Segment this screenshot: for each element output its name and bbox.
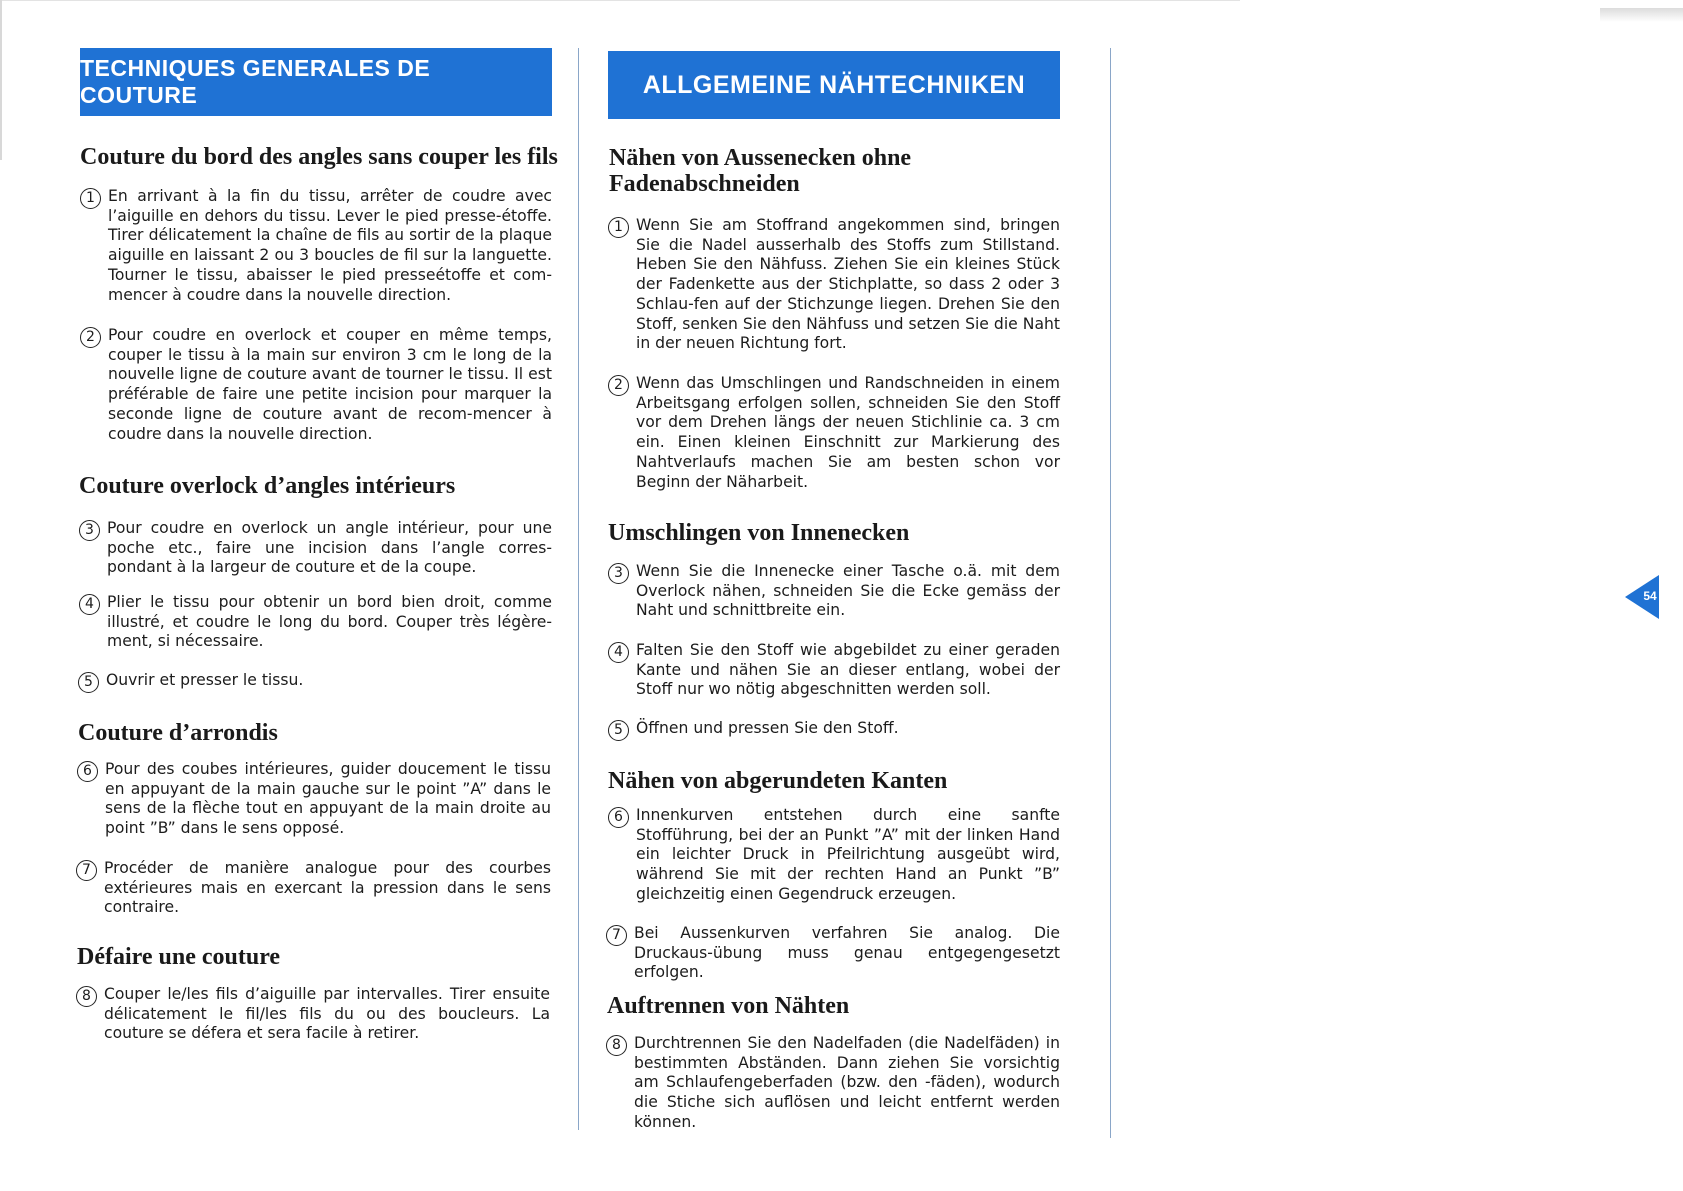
- german-item-4: [608, 641, 1060, 701]
- german-section-undo: Auftrennen von Nähten: [607, 993, 850, 1019]
- french-item-3: [79, 519, 552, 579]
- french-item-2-text: Pour coudre en overlock et couper en même temps, couper le tissu à la main sur environ 3 cm le long de la nouvelle ligne de couture avant de tourner le tissu. Il est préférable de faire une petite incision pour marquer la seconde ligne de couture avant de recom-mencer à coudre dans la nouvelle direction.: [108, 326, 552, 443]
- german-header-banner: [608, 51, 1060, 119]
- step-number-badge: 7: [606, 925, 627, 946]
- german-column: [580, 0, 1120, 1191]
- page-corner-shadow: [1600, 8, 1683, 22]
- step-number-badge: 3: [79, 520, 100, 541]
- step-number-badge: 2: [80, 327, 101, 348]
- french-item-1-text: En arrivant à la fin du tissu, arrêter de coudre avec l’aiguille en dehors du tissu. Lever le pied presse-étoffe. Tirer délicatement la chaîne de fils au sortir de la plaque aiguille en laissant 2 ou 3 boucles de fil sur la languette. Tourner le tissu, abaisser le pied presseétoffe et com-mencer à coudre dans la nouvelle direction.: [108, 187, 552, 304]
- french-header-banner: [80, 48, 552, 116]
- german-item-6: [608, 806, 1060, 906]
- french-section-undo: Défaire une couture: [77, 944, 281, 970]
- german-section-corners-line1: Nähen von Aussenecken ohne: [609, 145, 912, 171]
- german-item-5-text: Öffnen und pressen Sie den Stoff.: [636, 719, 899, 737]
- german-item-2: [608, 374, 1060, 494]
- french-item-6-text: Pour des coubes intérieures, guider doucement le tissu en appuyant de la main gauche sur le point ”A” dans le sens de la flèche tout en appuyant de la main droite au point ”B” dans le sens opposé.: [105, 760, 551, 838]
- german-item-2-text: Wenn das Umschlingen und Randschneiden in einem Arbeitsgang erfolgen sollen, schneiden Sie den Stoff vor dem Drehen längs der neuen Stichlinie ca. 3 cm ein. Einen kleinen Einschnitt zur Markierung des Nahtverlaufs machen Sie am besten schon vor Beginn der Näharbeit.: [636, 374, 1060, 491]
- german-item-3-text: Wenn Sie die Innenecke einer Tasche o.ä. mit dem Overlock nähen, schneiden Sie die Ecke gemäss der Naht und schnittbreite ein.: [636, 562, 1060, 620]
- step-number-badge: 1: [608, 217, 629, 238]
- step-number-badge: 1: [80, 188, 101, 209]
- french-item-8-text: Couper le/les fils d’aiguille par intervalles. Tirer ensuite délicatement le fil/les fils du ou des boucleurs. La couture se défera et sera facile à retirer.: [104, 985, 550, 1043]
- german-item-4-text: Falten Sie den Stoff wie abgebildet zu einer geraden Kante und nähen Sie an dieser entlang, wobei der Stoff nur wo nötig abgeschnitten werden soll.: [636, 641, 1060, 699]
- step-number-badge: 5: [78, 672, 99, 693]
- step-number-badge: 8: [76, 986, 97, 1007]
- step-number-badge: 3: [608, 563, 629, 584]
- page-number: 54: [1643, 589, 1657, 603]
- step-number-badge: 6: [608, 807, 629, 828]
- french-column: [0, 0, 580, 1191]
- french-item-4-text: Plier le tissu pour obtenir un bord bien droit, comme illustré, et coudre le long du bord. Couper très légère-ment, si nécessaire.: [107, 593, 552, 651]
- german-header-title: ALLGEMEINE NÄHTECHNIKEN: [642, 70, 1026, 99]
- step-number-badge: 5: [608, 720, 629, 741]
- german-item-6-text: Innenkurven entstehen durch eine sanfte Stofführung, bei der an Punkt ”A” mit der linken Hand ein leichter Druck in Pfeilrichtung ausgeübt wird, während Sie mit der rechten Hand an Punkt ”B” gleichzeitig einen Gegendruck erzeugen.: [636, 806, 1060, 903]
- german-item-7-text: Bei Aussenkurven verfahren Sie analog. Die Druckaus-übung muss genau entgegengesetzt erfolgen.: [634, 924, 1060, 982]
- french-item-7-text: Procéder de manière analogue pour des courbes extérieures mais en exercant la pression dans le sens contraire.: [104, 859, 551, 917]
- french-section-inner-corners: Couture overlock d’angles intérieurs: [79, 473, 456, 499]
- german-item-1-text: Wenn Sie am Stoffrand angekommen sind, bringen Sie die Nadel ausserhalb des Stoffs zum Stillstand. Heben Sie den Nähfuss. Ziehen Sie ein kleines Stück der Fadenkette aus der Stichplatte, so dass 2 oder 3 Schlau-fen auf der Stichzunge liegen. Drehen Sie den Stoff, senken Sie den Nähfuss und setzen Sie die Naht in der neuen Richtung fort.: [636, 216, 1060, 353]
- german-section-corners-line2: Fadenabschneiden: [609, 171, 800, 197]
- french-item-7: [76, 859, 551, 919]
- german-section-inner-corners: Umschlingen von Innenecken: [608, 520, 910, 546]
- german-item-8: [606, 1034, 1060, 1134]
- step-number-badge: 6: [77, 761, 98, 782]
- french-item-4: [79, 593, 552, 653]
- german-item-5: [608, 719, 1060, 743]
- french-header-title: TECHNIQUES GENERALES DE COUTURE: [80, 55, 431, 108]
- german-item-3: [608, 562, 1060, 622]
- french-item-1: [80, 187, 552, 307]
- french-item-8: [76, 985, 550, 1045]
- french-section-corners: Couture du bord des angles sans couper les fils: [80, 144, 558, 170]
- step-number-badge: 4: [608, 642, 629, 663]
- french-item-2: [80, 326, 552, 446]
- step-number-badge: 8: [606, 1035, 627, 1056]
- german-item-7: [606, 924, 1060, 982]
- german-item-1: [608, 216, 1060, 356]
- french-item-5-text: Ouvrir et presser le tissu.: [106, 671, 304, 689]
- step-number-badge: 4: [79, 594, 100, 615]
- french-section-curves: Couture d’arrondis: [78, 720, 278, 746]
- french-item-5: [78, 671, 552, 695]
- german-section-curves: Nähen von abgerundeten Kanten: [608, 768, 948, 794]
- step-number-badge: 7: [76, 860, 97, 881]
- french-item-3-text: Pour coudre en overlock un angle intérieur, pour une poche etc., faire une incision dans l’angle corres-pondant à la largeur de couture et de la coupe.: [107, 519, 552, 577]
- step-number-badge: 2: [608, 375, 629, 396]
- french-item-6: [77, 760, 551, 840]
- german-item-8-text: Durchtrennen Sie den Nadelfaden (die Nadelfäden) in bestimmten Abständen. Dann ziehen Sie vorsichtig am Schlaufengeberfaden (bzw. den -fäden), wodurch die Stiche sich auflösen und leicht entfernt werden können.: [634, 1034, 1060, 1131]
